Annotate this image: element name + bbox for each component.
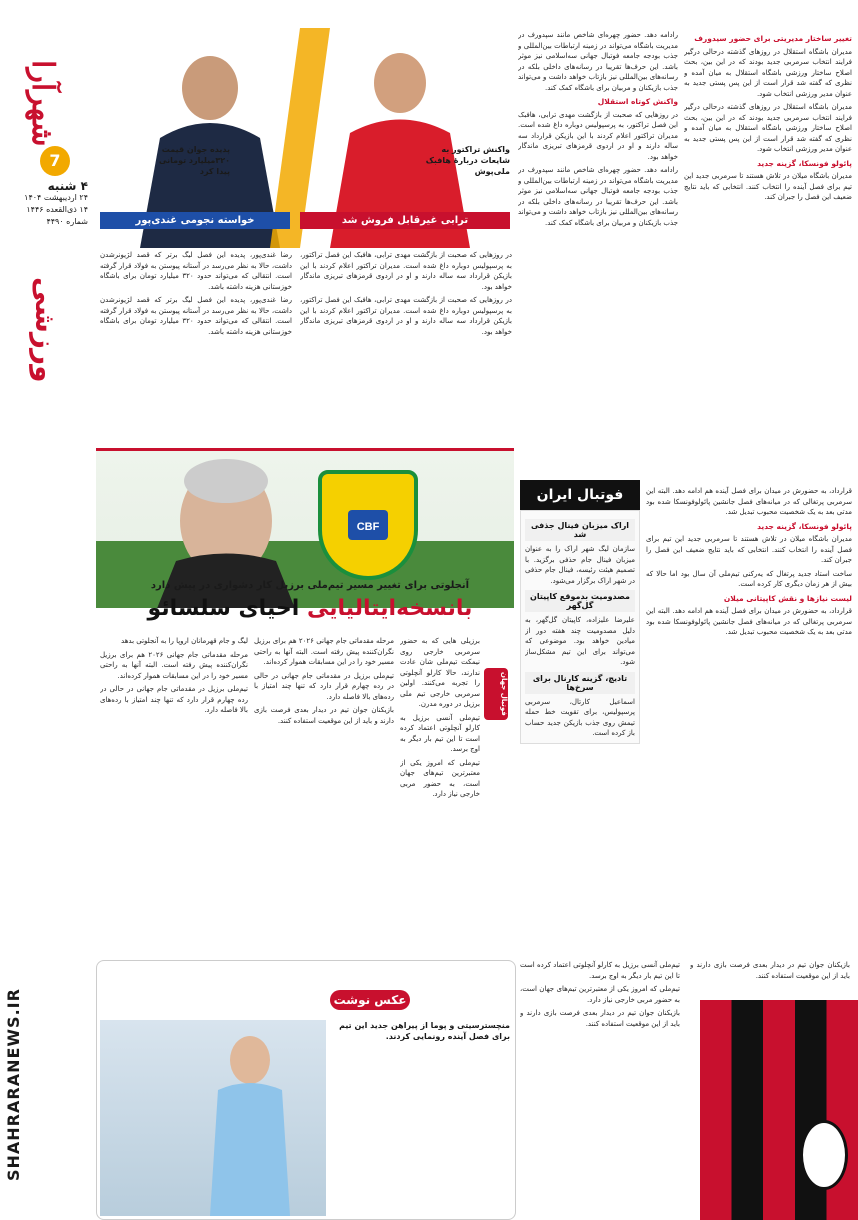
heading: تغییر ساختار مدیریتی برای حضور سیدورف	[694, 34, 852, 43]
article-col-3	[300, 250, 512, 445]
paragraph: علیرضا علیزاده، کاپیتان گل‌گهر، به دلیل مصدومیت چند هفته دور از میادین خواهد بود. موضوعی که می‌تواند برای این تیم مشکل‌ساز شود.	[525, 616, 635, 666]
heading: لیست نیازها و نقش کاپیتانی میلان	[723, 593, 852, 603]
hero-right-note: واکنش تراکتور به شایعات دربارهٔ هافبک ملی‌پوش	[425, 145, 510, 176]
paragraph: ساخت استاد جدید پرتغال که یه‌رکنی تیم‌ملی آن سال بود اما حالا که بیش از هر زمان دیگری کار کرده است.	[646, 569, 852, 588]
box-title: تادیچ، گزینه کارنال برای سرخ‌ها	[525, 672, 635, 694]
issue-date	[6, 180, 88, 228]
newspaper-logo: شهرآرا	[25, 59, 60, 147]
date-hijri: ۱۴ ذی‌القعده ۱۴۴۶	[26, 205, 88, 214]
paragraph: رادامه دهد. حضور چهره‌ای شاخص مانند سپدورف در مدیریت باشگاه می‌تواند در زمینه ارتباطات بین‌المللی و جذب بودجه جامعه فوتبال جهانی سه‌اسلامی نیز موثر باشد. این حرف‌ها تقریبا در رسانه‌های داخلی بلکه در رسانه‌های بین‌المللی نیز بازتاب خواهد داشت و می‌تواند جذب بازیکنان و مربیان برای باشگاه کمک کند.	[518, 31, 678, 92]
paragraph: رضا غندی‌پور، پدیده این فصل لیگ برتر که قصد لژیونرشدن داشت، حالا به نظر می‌رسد در آستانه پیوستن به فولاد قرار گرفته است. انتقالی که می‌تواند حدود ۳۲۰ میلیارد تومان برای باشگاه خوزستانی هزینه داشته باشد.	[100, 296, 292, 336]
cbf-crest-icon	[318, 470, 418, 580]
paragraph: بازیکنان جوان تیم در دیدار بعدی فرصت بازی دارند و باید از این موقعیت استفاده کنند.	[254, 706, 394, 725]
milan-player-photo	[700, 1000, 858, 1220]
paragraph: سازمان لیگ شهر اراک را به عنوان میزبان فینال جام حذفی برگزید. با تصمیم هیئت رئیسه، فینال جام حذفی در شهر اراک برگزار می‌شود.	[525, 545, 635, 585]
article-col-5	[400, 636, 480, 936]
paragraph: مدیران باشگاه استقلال در روزهای گذشته درحالی درگیر فرایند انتخاب سرمربی جدید بودند که در این بین، بحث اصلاح ساختار ورزشی باشگاه استقلال به میان آمده و نظری که گفته شد قرار است از این پس پستی جدید به عنوان مدیر ورزشی انتخاب شود.	[684, 103, 852, 153]
day: ۴ شنبه	[47, 179, 88, 193]
paragraph: رضا غندی‌پور، پدیده این فصل لیگ برتر که قصد لژیونرشدن داشت، حالا به نظر می‌رسد در آستانه پیوستن به فولاد قرار گرفته است. انتقالی که می‌تواند حدود ۳۲۰ میلیارد تومان برای باشگاه خوزستانی هزینه داشته باشد.	[100, 251, 292, 291]
paragraph: تیم‌ملی که امروز یکی از معتبرترین تیم‌های جهان است، به حضور مربی خارجی نیاز دارد.	[400, 758, 480, 798]
paragraph: لیگ و جام قهرمانان اروپا را به آنجلوتی بدهد	[121, 637, 248, 645]
photo-caption: منچستر‌سیتی و پوما از پیراهن جدید این تیم برای فصل آینده رونمایی کردند.	[339, 1021, 510, 1041]
article-col-1	[684, 30, 852, 470]
paragraph: تیم‌ملی آنسی برزیل به کارلو آنچلوتی اعتماد کرده است تا این تیم بار دیگر به اوج برسد.	[520, 961, 680, 980]
paragraph: مدیران باشگاه استقلال در روزهای گذشته درحالی درگیر فرایند انتخاب سرمربی جدید بودند که در این بین، بحث اصلاح ساختار ورزشی باشگاه استقلال به میان آمده و نظری که گفته شد قرار است از این پس پستی جدید به عنوان مدیر ورزشی انتخاب شود.	[684, 47, 852, 98]
hero-left-caption: خواسته نجومی غندی‌پور	[100, 212, 290, 229]
paragraph: در روزهایی که صحبت از بازگشت مهدی ترابی، هافبک این فصل تراکتور، به پرسپولیس دوباره داغ شده است. مدیران تراکتور اعلام کردند با این بازیکن قرارداد سه ساله دارند و او در اردوی قرمزهای تبریزی ماندگار خواهد بود.	[518, 110, 678, 161]
title-red: بانسخه‌ایتالیایی	[307, 596, 473, 621]
hero-left-note: پدیده جوان قیمت ۳۲۰میلیارد تومانی پیدا کرد	[159, 145, 230, 176]
heading: پائولو فونسکا، گزینه جدید	[757, 521, 852, 531]
photo-caption-header: عکس نوشت	[330, 990, 410, 1010]
paragraph: قرارداد، به حضورش در میدان برای فصل آینده هم ادامه دهد. البته این سرمربی پرتغالی که در میانه‌های فصل جانشین پائولوفونسکا شده بود مدتی بعد به یک شخصیت محبوب تبدیل شد.	[646, 487, 852, 516]
iran-football-box	[520, 510, 640, 744]
date-shamsi: ۲۴ اردیبهشت ۱۴۰۴	[24, 193, 88, 202]
iran-football-header: فوتبال ایران	[520, 480, 640, 510]
article-col-8	[646, 486, 852, 986]
paragraph: بازیکنان جوان تیم در دیدار بعدی فرصت بازی دارند و باید از این موقعیت استفاده کنند.	[520, 1009, 680, 1028]
paragraph: تیم‌ملی آنسی برزیل به کارلو آنچلوتی اعتماد کرده است تا این تیم بار دیگر به اوج برسد.	[400, 713, 480, 753]
paragraph: قرارداد، به حضورش در میدان برای فصل آینده هم ادامه دهد. البته این سرمربی پرتغالی که در میانه‌های فصل جانشین پائولوفونسکا شده بود مدتی بعد به یک شخصیت محبوب تبدیل شد.	[646, 607, 852, 636]
svg-text:CBF: CBF	[356, 521, 380, 533]
paragraph: تیم‌ملی که امروز یکی از معتبرترین تیم‌های جهان است، به حضور مربی خارجی نیاز دارد.	[520, 985, 680, 1004]
issue-number: شماره ۴۴۹۰	[46, 217, 88, 226]
paragraph: در روزهایی که صحبت از بازگشت مهدی ترابی، هافبک این فصل تراکتور، به پرسپولیس دوباره داغ شده است. مدیران تراکتور اعلام کردند با این بازیکن قرارداد سه ساله دارند و او در اردوی قرمزهای تبریزی ماندگار خواهد بود.	[300, 251, 512, 291]
article-col-10	[690, 960, 850, 1010]
heading: واکنش کوتاه استقلال	[597, 97, 678, 106]
title-black: احیای سلسائو	[147, 596, 300, 621]
paragraph: مرحله مقدماتی جام جهانی ۲۰۲۶ هم برای برزیل نگران‌کننده پیش رفته است. البته آنها به راحتی مسیر خود را در این مسابقات هموار کرده‌اند.	[100, 650, 248, 680]
paragraph: تیم‌ملی برزیل در مقدماتی جام جهانی در حالی در رده چهارم قرار دارد که تنها چند امتیاز با رده‌های بالا فاصله دارد.	[254, 671, 394, 701]
paragraph: مدیران باشگاه میلان در تلاش هستند تا سرمربی جدید این تیم برای فصل آینده را انتخاب کنند. انتخابی که باید نتایج ضعیف این فصل را جبران کند.	[684, 172, 852, 201]
ancelotti-title	[110, 596, 510, 621]
article-col-6	[254, 636, 394, 936]
ancelotti-subtitle: آنجلوتی برای تغییر مسیر تیم‌ملی برزیل کار دشواری در پیش دارد	[150, 580, 470, 591]
article-col-4	[100, 250, 292, 445]
heading: پائولو فونسکا، گزینه جدید	[757, 158, 852, 168]
paragraph: مرحله مقدماتی جام جهانی ۲۰۲۶ هم برای برزیل نگران‌کننده پیش رفته است. البته آنها به راحتی مسیر خود را در این مسابقات هموار کرده‌اند.	[254, 637, 394, 666]
haaland-figure	[100, 1020, 326, 1216]
paragraph: مدیران باشگاه میلان در تلاش هستند تا سرمربی جدید این تیم برای فصل آینده را انتخاب کنند. انتخابی که باید نتایج ضعیف این فصل را جبران کند.	[646, 535, 852, 564]
paragraph: در روزهایی که صحبت از بازگشت مهدی ترابی، هافبک این فصل تراکتور، به پرسپولیس دوباره داغ شده است. مدیران تراکتور اعلام کردند با این بازیکن قرارداد سه ساله دارند و او در اردوی قرمزهای تبریزی ماندگار خواهد بود.	[300, 296, 512, 336]
ac-milan-crest-icon	[800, 1120, 848, 1190]
section-logo: ورزشی	[29, 277, 62, 383]
box-title: اراک میزبان فینال جذفی شد	[525, 519, 635, 541]
box-title: مصدومیت بدموقع کاپیتان گل‌گهر	[525, 590, 635, 612]
article-col-9	[520, 960, 680, 1216]
haaland-photo	[100, 1020, 326, 1216]
paragraph: اسماعیل کارتال، سرمربی پرسپولیس، برای تقویت خط حمله تیمش روی جذب بازیکن جدید حساب باز کرده است.	[525, 697, 635, 737]
hero-right-caption: ترابی غیرقابل فروش شد	[300, 212, 510, 229]
article-col-2	[518, 30, 678, 470]
page-number: 7	[40, 146, 70, 176]
cbf-shield-graphic	[322, 474, 414, 576]
world-football-badge: فوتبال جهان	[484, 668, 508, 720]
article-col-7	[100, 636, 248, 936]
paragraph: تیم‌ملی برزیل در مقدماتی جام جهانی در حالی در رده چهارم قرار دارد که تنها چند امتیاز با رده‌های بالا فاصله دارد.	[100, 685, 248, 714]
website-url: SHAHRARANEWS.IR	[4, 988, 23, 1182]
paragraph: رادامه دهد. حضور چهره‌ای شاخص مانند سپدورف در مدیریت باشگاه می‌تواند در زمینه ارتباطات بین‌المللی و جذب بودجه جامعه فوتبال جهانی سه‌اسلامی نیز موثر باشد. این حرف‌ها تقریبا در رسانه‌های داخلی بلکه در رسانه‌های بین‌المللی نیز بازتاب خواهد داشت و می‌تواند جذب بازیکنان و مربیان برای باشگاه کمک کند.	[518, 166, 678, 227]
paragraph: بازیکنان جوان تیم در دیدار بعدی فرصت بازی دارند و باید از این موقعیت استفاده کنند.	[690, 961, 850, 980]
paragraph: برزیلی هایی که به حضور سرمربی خارجی روی نیمکت تیم‌ملی شان عادت ندارند، حالا کارلو آنچلوتی را تجربه می‌کنند. اولین سرمربی خارجی تیم ملی برزیل در دوره مدرن.	[400, 637, 480, 708]
